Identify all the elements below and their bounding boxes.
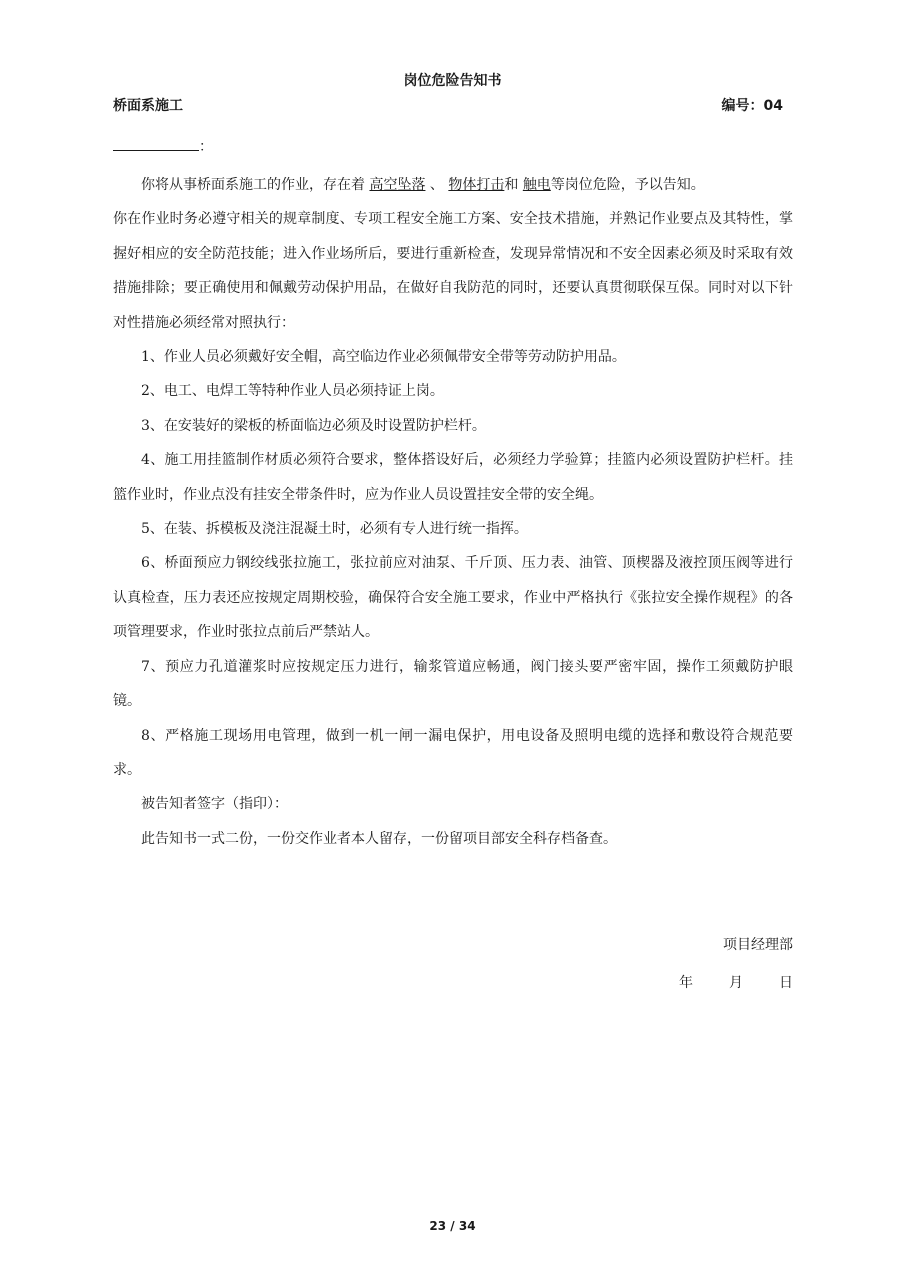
intro-separator-2: 和 xyxy=(504,177,519,193)
date-day: 日 xyxy=(779,975,793,991)
signature-line: 被告知者签字（指印）： xyxy=(141,796,288,813)
measure-item-8: 8、严格施工现场用电管理，做到一机一闸一漏电保护，用电设备及照明电缆的选择和敷设符合规范要求。 xyxy=(113,727,793,778)
measure-item-5: 5、在装、拆模板及浇注混凝土时，必须有专人进行统一指挥。 xyxy=(141,521,528,538)
intro-separator-1: 、 xyxy=(429,177,444,193)
measure-item-1: 1、作业人员必须戴好安全帽，高空临边作业必须佩带安全带等劳动防护用品。 xyxy=(141,349,626,366)
page-number: 23 / 34 xyxy=(429,1219,476,1233)
date-month: 月 xyxy=(729,975,743,991)
document-title: 岗位危险告知书 xyxy=(403,73,502,89)
document-code: 编号：04 xyxy=(721,98,783,114)
measure-item-7: 7、预应力孔道灌浆时应按规定压力进行，输浆管道应畅通，阀门接头要严密牢固，操作工须戴防护眼镜。 xyxy=(113,658,793,710)
measure-item-4: 4、施工用挂篮制作材质必须符合要求，整体搭设好后，必须经力学验算；挂篮内必须设置防护栏杆。挂篮作业时，作业点没有挂安全带条件时，应为作业人员设置挂安全带的安全绳。 xyxy=(113,452,793,503)
rules-paragraph: 你在作业时务必遵守相关的规章制度、专项工程安全施工方案、安全技术措施，并熟记作业要点及其特性，掌握好相应的安全防范技能；进入作业场所后，要进行重新检查，发现异常情况和不安全因素必须及时采取有效措施排除；要正确使用和佩戴劳动保护用品，在做好自我防范的同时，还要认真贯彻联保互保。同时对以下针对性措施必须经常对照执行： xyxy=(113,211,793,331)
intro-text-2: 等岗位危险，予以告知。 xyxy=(550,177,705,193)
copies-note: 此告知书一式二份，一份交作业者本人留存，一份留项目部安全科存档备查。 xyxy=(141,830,617,847)
signing-department: 项目经理部 xyxy=(723,937,793,953)
addressee-blank xyxy=(113,136,199,151)
notice-body xyxy=(113,168,793,856)
measure-item-6: 6、桥面预应力钢绞线张拉施工，张拉前应对油泵、千斤顶、压力表、油管、顶楔器及液控顶压阀等进行认真检查，压力表还应按规定周期校验，确保符合安全施工要求，作业中严格执行《张拉安全操作规程》的各项管理要求，作业时张拉点前后严禁站人。 xyxy=(113,555,793,641)
intro-text-1: 你将从事桥面系施工的作业，存在着 xyxy=(141,177,365,193)
measure-item-3: 3、在安装好的梁板的桥面临边必须及时设置防护栏杆。 xyxy=(141,417,486,434)
hazard-1: 高空坠落 xyxy=(369,177,426,193)
job-name: 桥面系施工 xyxy=(113,98,183,114)
signing-date xyxy=(679,972,793,992)
hazard-3: 触电 xyxy=(522,177,551,193)
intro-paragraph xyxy=(113,168,793,202)
measure-item-2: 2、电工、电焊工等特种作业人员必须持证上岗。 xyxy=(141,383,444,400)
addressee-colon: ： xyxy=(199,139,213,155)
hazard-2: 物体打击 xyxy=(448,177,505,193)
date-year: 年 xyxy=(679,975,693,991)
addressee-line xyxy=(113,136,213,157)
